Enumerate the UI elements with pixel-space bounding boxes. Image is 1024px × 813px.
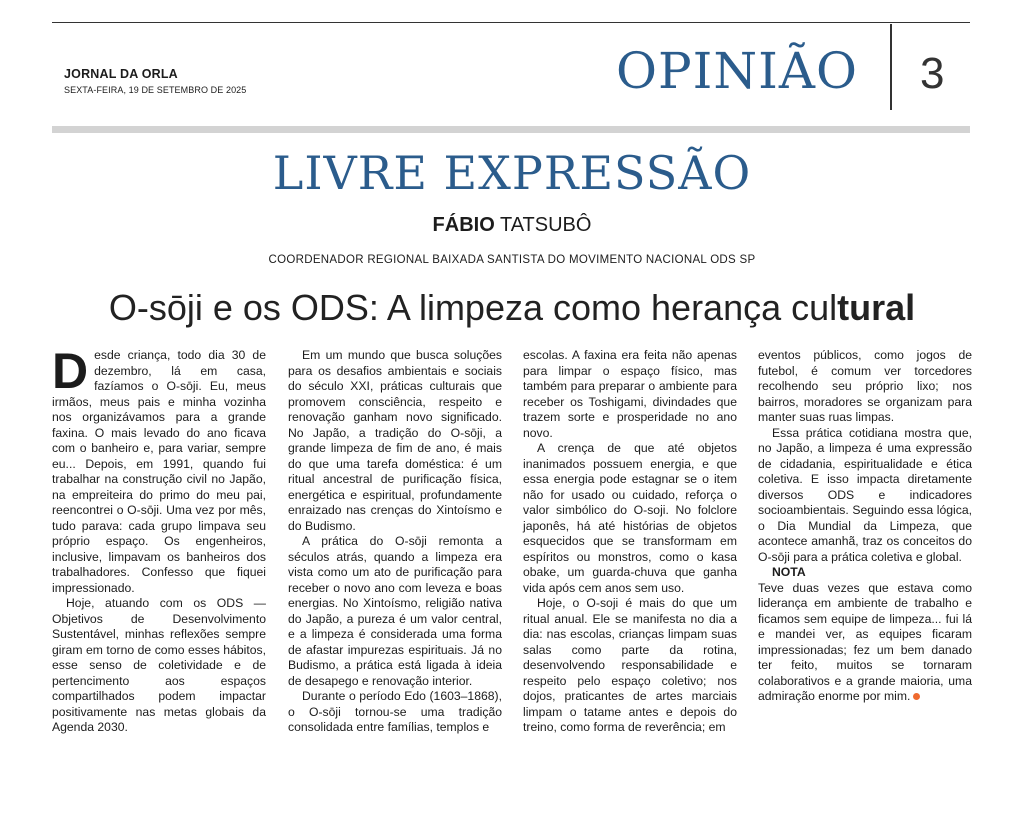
headline — [0, 284, 1024, 332]
paragraph: escolas. A faxina era feita não apenas para limpar o espaço físico, mas também para preparar o ambiente para receber os Toshigami, divindades que trazem sorte e prosperidade no ano novo. — [523, 348, 737, 440]
headline-emphasis: tural — [837, 287, 916, 328]
page-number: 3 — [920, 49, 945, 98]
drop-cap: D — [52, 343, 89, 399]
author-name — [0, 212, 1024, 238]
paragraph: Hoje, atuando com os ODS — Objetivos de Desenvolvimento Sustentável, minhas reflexões sempre giram em torno de como esses hábitos, esse senso de coletividade e de pertencimento aos espaços compartilhados podem impactar positivamente nas metas globais da Agenda 2030. — [52, 596, 266, 734]
paragraph: A prática do O-sōji remonta a séculos atrás, quando a limpeza era vista como um ato de purificação para receber o novo ano com leveza e boas energias. No Xintoísmo, religião nativa do Japão, a pureza é um valor central, e a limpeza é considerada uma forma de afastar impurezas espirituais. Já no Budismo, a prática está ligada à ideia de desapego e renovação interior. — [288, 534, 502, 688]
article-column-1 — [52, 343, 266, 736]
paragraph: eventos públicos, como jogos de futebol, é comum ver torcedores recolhendo seu próprio lixo; nos bairros, moradores se organizam para manter suas ruas limpas. — [758, 348, 972, 424]
article-column-2 — [288, 348, 502, 736]
publication-date: SEXTA-FEIRA, 19 DE SETEMBRO DE 2025 — [64, 85, 247, 95]
paper-name: JORNAL DA ORLA — [64, 67, 178, 81]
header-band — [52, 126, 970, 133]
top-rule — [52, 22, 970, 23]
paragraph: Desde criança, todo dia 30 de dezembro, lá em casa, fazíamos o O-sōji. Eu, meus irmãos, meus pais e minha vozinha nos organizávamos para a grande faxina. O mais levado do ano ficava com o banheiro e, para variar, sempre eu... Depois, em 1991, quando fui trabalhar na construção civil no Japão, na empreiteira do primo do meu pai, reencontrei o O-sōji. Uma vez por mês, tudo parava: cada grupo limpava seu próprio espaço. Os engenheiros, inclusive, limpavam os banheiros dos trabalhadores. Confesso que fiquei impressionado. — [52, 343, 266, 595]
header-divider — [890, 24, 892, 110]
paragraph: A crença de que até objetos inanimados possuem energia, e que essa energia pode estagnar se o item não for usado ou cuidado, reforça o valor simbólico do O-soji. No folclore japonês, há até histórias de objetos esquecidos que se transformam em espíritos ou monstros, como o kasa obake, um guarda-chuva que ganha vida após cem anos sem uso. — [523, 441, 737, 595]
paragraph: Durante o período Edo (1603–1868), o O-sōji tornou-se uma tradição consolidada entre famílias, templos e — [288, 689, 502, 734]
article-column-4 — [758, 348, 972, 705]
note-text: Teve duas vezes que estava como liderança em ambiente de trabalho e ficamos sem equipe de limpeza... fui lá e mandei ver, as equipes ficaram impressionadas; fez um bem danado ter feito, muitos se tornaram colaborativos e a grande maioria, uma admiração enorme por mim. — [758, 580, 972, 703]
headline-text: O-sōji e os ODS: A limpeza como herança cul — [108, 287, 838, 328]
author-last-name: TATSUBÔ — [499, 214, 592, 236]
end-mark-icon — [913, 693, 920, 700]
paragraph: Em um mundo que busca soluções para os desafios ambientais e sociais do século XXI, práticas culturais que promovem consciência, respeito e renovação ganham novo significado. No Japão, a tradição do O-sōji, a grande limpeza de fim de ano, é mais do que uma tarefa doméstica: é um ritual ancestral de purificação física, energética e espiritual, profundamente enraizado nas crenças do Xintoísmo e do Budismo. — [288, 348, 502, 533]
author-first-name: FÁBIO — [432, 214, 495, 236]
paragraph: Essa prática cotidiana mostra que, no Japão, a limpeza é uma expressão de cidadania, espiritualidade e ética coletiva. E isso impacta diretamente diversos ODS e indicadores socioambientais. Seguindo essa lógica, o Dia Mundial da Limpeza, que acontece amanhã, traz os conceitos do O-sōji para a prática coletiva e global. — [758, 425, 972, 564]
note-title: NOTA — [772, 565, 806, 579]
article-column-3 — [523, 348, 737, 736]
paragraph: Hoje, o O-soji é mais do que um ritual anual. Ele se manifesta no dia a dia: nas escolas, crianças limpam suas salas como parte da rotina, desenvolvendo responsabilidade e respeito pelo espaço coletivo; nos dojos, praticantes de artes marciais limpam o tatame antes e depois do treino, como forma de reverência; em — [523, 596, 737, 734]
article-body — [52, 343, 974, 748]
column-name: LIVRE EXPRESSÃO — [272, 146, 752, 200]
section-title: OPINIÃO — [616, 42, 858, 100]
author-role: COORDENADOR REGIONAL BAIXADA SANTISTA DO MOVIMENTO NACIONAL ODS SP — [268, 254, 756, 266]
